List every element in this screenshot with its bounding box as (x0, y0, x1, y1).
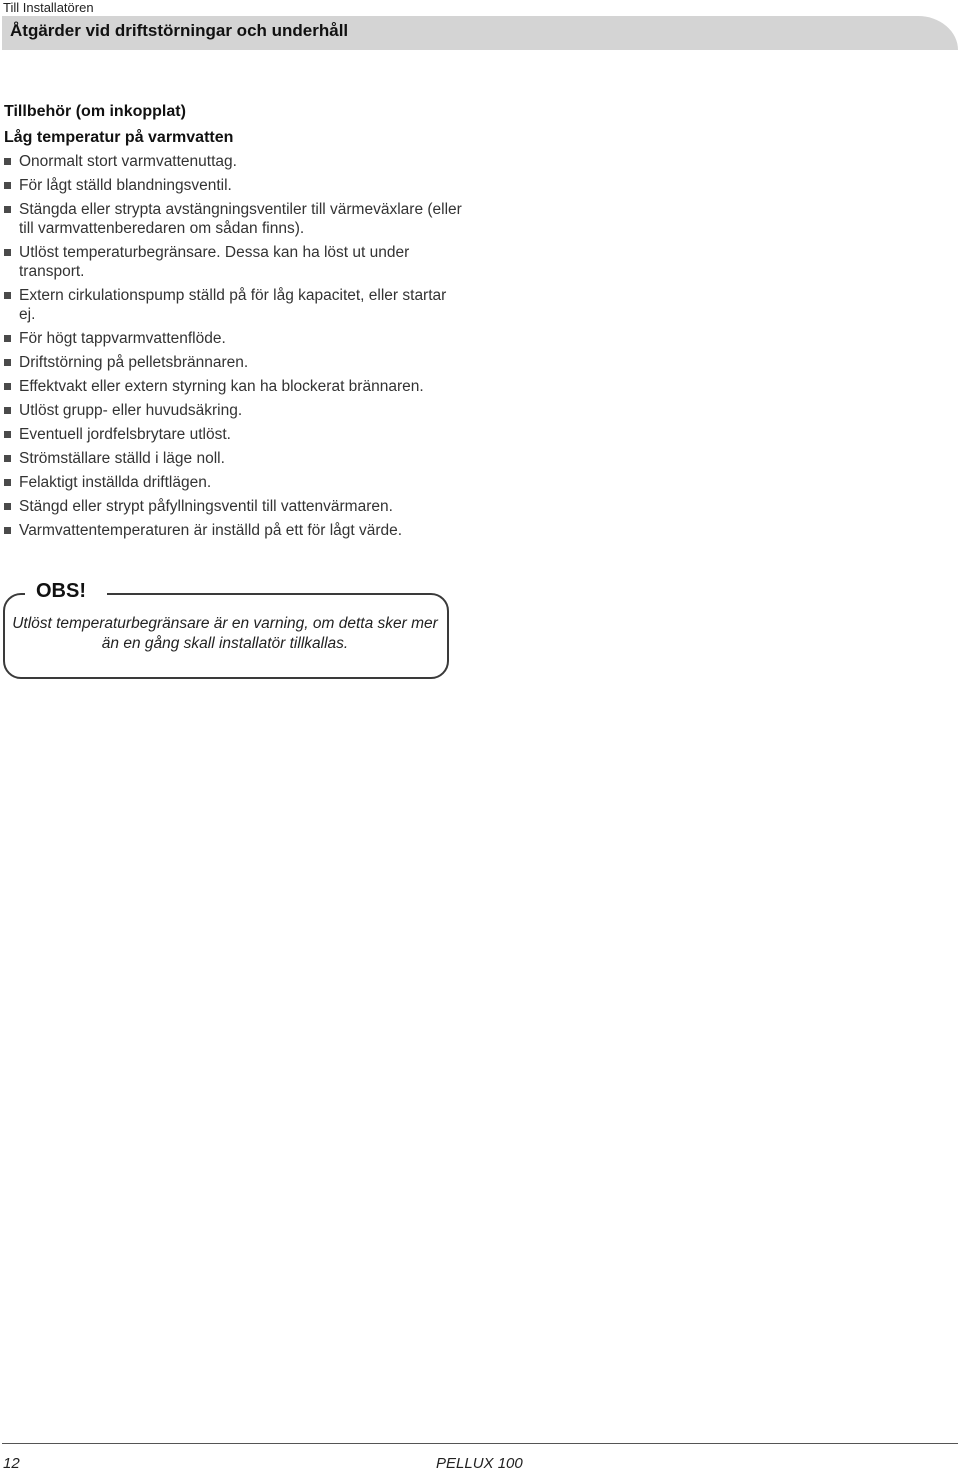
square-bullet-icon (4, 335, 11, 342)
list-item: Onormalt stort varmvattenuttag. (4, 152, 464, 171)
square-bullet-icon (4, 383, 11, 390)
list-item: För lågt ställd blandningsventil. (4, 176, 464, 195)
list-item: Stängd eller strypt påfyllningsventil till vattenvärmaren. (4, 497, 464, 516)
product-name: PELLUX 100 (436, 1455, 523, 1472)
square-bullet-icon (4, 455, 11, 462)
square-bullet-icon (4, 479, 11, 486)
list-item: Strömställare ställd i läge noll. (4, 449, 464, 468)
footer-divider (2, 1443, 958, 1444)
list-item: Varmvattentemperaturen är inställd på ett för lågt värde. (4, 521, 464, 540)
list-item: För högt tappvarmvattenflöde. (4, 329, 464, 348)
section-heading: Tillbehör (om inkopplat) (4, 103, 186, 120)
square-bullet-icon (4, 527, 11, 534)
header-bar (2, 16, 958, 50)
list-item: Extern cirkulationspump ställd på för låg kapacitet, eller startar ej. (4, 286, 464, 324)
list-item: Utlöst temperaturbegränsare. Dessa kan ha löst ut under transport. (4, 243, 464, 281)
square-bullet-icon (4, 249, 11, 256)
section-subheading: Låg temperatur på varmvatten (4, 129, 234, 146)
list-item: Stängda eller strypta avstängningsventiler till värmeväxlare (eller till varmvattenberedaren om sådan finns). (4, 200, 464, 238)
list-item: Eventuell jordfelsbrytare utlöst. (4, 425, 464, 444)
section-label: Till Installatören (3, 0, 94, 15)
square-bullet-icon (4, 292, 11, 299)
square-bullet-icon (4, 182, 11, 189)
list-item: Utlöst grupp- eller huvudsäkring. (4, 401, 464, 420)
notice-text: Utlöst temperaturbegränsare är en varning, om detta sker mer än en gång skall installatör tillkallas. (12, 615, 438, 652)
square-bullet-icon (4, 206, 11, 213)
square-bullet-icon (4, 158, 11, 165)
square-bullet-icon (4, 431, 11, 438)
list-item: Driftstörning på pelletsbrännaren. (4, 353, 464, 372)
square-bullet-icon (4, 359, 11, 366)
page-title: Åtgärder vid driftstörningar och underhåll (10, 21, 349, 40)
list-item: Felaktigt inställda driftlägen. (4, 473, 464, 492)
list-item: Effektvakt eller extern styrning kan ha blockerat brännaren. (4, 377, 464, 396)
troubleshooting-list (4, 152, 464, 545)
page-number: 12 (3, 1455, 20, 1472)
square-bullet-icon (4, 407, 11, 414)
square-bullet-icon (4, 503, 11, 510)
notice-title: OBS! (36, 580, 86, 602)
